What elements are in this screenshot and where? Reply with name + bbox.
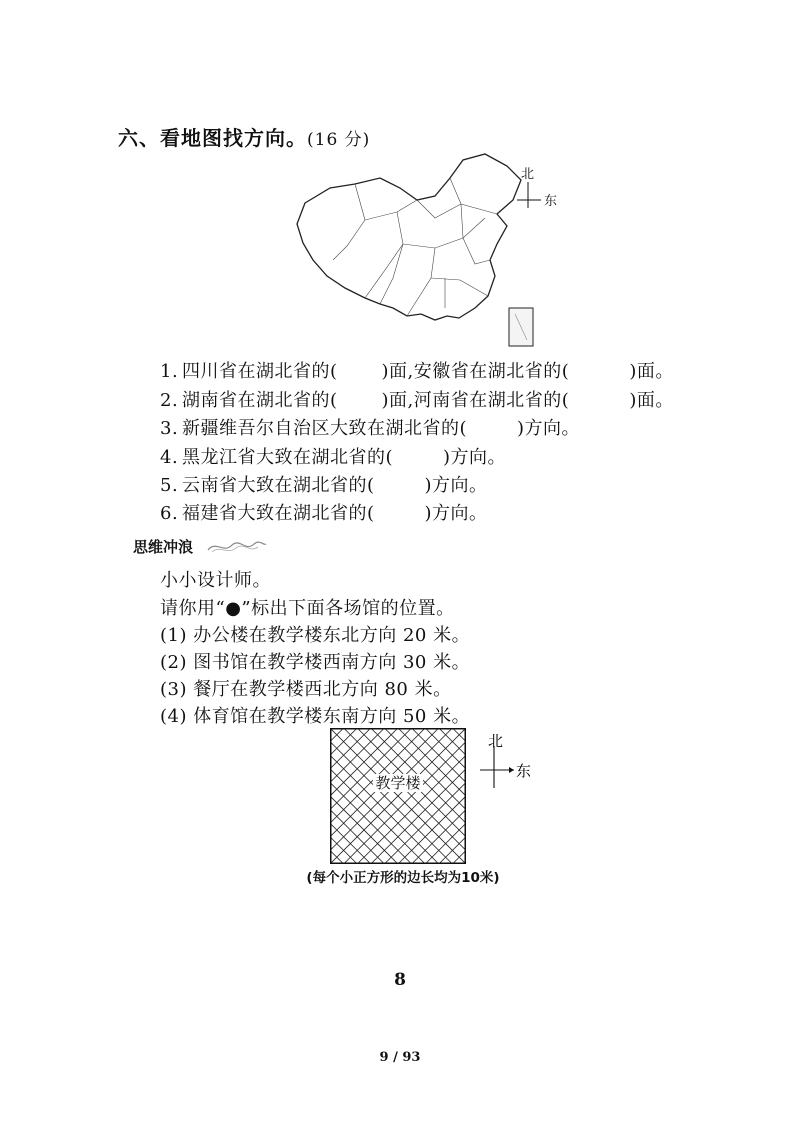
wave-icon (206, 536, 268, 556)
question-number: 6. (160, 503, 179, 524)
grid-compass (478, 732, 538, 792)
question-number: 5. (160, 475, 179, 496)
extension-line: 请你用“●”标出下面各场馆的位置。 (160, 598, 455, 619)
question-text: )面,安徽省在湖北省的( (381, 361, 570, 382)
question-number: 3. (160, 418, 179, 439)
question-text: )面。 (629, 361, 674, 382)
question-number: 2. (160, 390, 179, 411)
grid-compass-east: 东 (516, 762, 532, 780)
extension-line: (1) 办公楼在教学楼东北方向 20 米。 (160, 625, 471, 646)
question-6 (160, 499, 488, 525)
extension-line: 小小设计师。 (160, 570, 271, 591)
section-points: (16 分) (307, 130, 371, 150)
question-text: 湖南省在湖北省的( (182, 390, 338, 411)
extension-line: (4) 体育馆在教学楼东南方向 50 米。 (160, 706, 471, 727)
question-text: 福建省大致在湖北省的( (182, 503, 375, 524)
teaching-building-label: 教学楼 (375, 774, 421, 792)
question-2 (160, 386, 674, 412)
question-text: )面。 (629, 390, 674, 411)
question-text: 新疆维吾尔自治区大致在湖北省的( (182, 418, 468, 439)
question-text: 云南省大致在湖北省的( (182, 475, 375, 496)
grid-compass-north: 北 (488, 732, 504, 750)
question-number: 1. (160, 361, 179, 382)
page-count: 9 / 93 (379, 1050, 421, 1065)
question-3 (160, 414, 580, 440)
section-title-text: 六、看地图找方向。 (118, 126, 307, 150)
question-1 (160, 357, 674, 383)
map-outline (297, 154, 521, 320)
question-text: )方向。 (443, 447, 507, 468)
question-text: )方向。 (424, 503, 488, 524)
question-5 (160, 471, 488, 497)
map-compass-north: 北 (521, 167, 535, 182)
extension-line: (2) 图书馆在教学楼西南方向 30 米。 (160, 652, 471, 673)
china-map (285, 148, 570, 358)
map-compass-east: 东 (544, 194, 558, 209)
question-text: )面,河南省在湖北省的( (381, 390, 570, 411)
map-compass (517, 167, 557, 209)
question-number: 4. (160, 447, 179, 468)
question-text: 四川省在湖北省的( (182, 361, 338, 382)
question-text: 黑龙江省大致在湖北省的( (182, 447, 394, 468)
grid-caption: (每个小正方形的边长均为10米) (306, 870, 500, 886)
question-text: )方向。 (517, 418, 581, 439)
page-number: 8 (394, 970, 406, 990)
question-text: )方向。 (424, 475, 488, 496)
extension-heading: 思维冲浪 (133, 538, 194, 556)
extension-line: (3) 餐厅在教学楼西北方向 80 米。 (160, 679, 452, 700)
campus-grid (330, 728, 466, 864)
crosshatch-grid (330, 728, 466, 864)
section-title (118, 122, 370, 151)
question-4 (160, 443, 506, 469)
